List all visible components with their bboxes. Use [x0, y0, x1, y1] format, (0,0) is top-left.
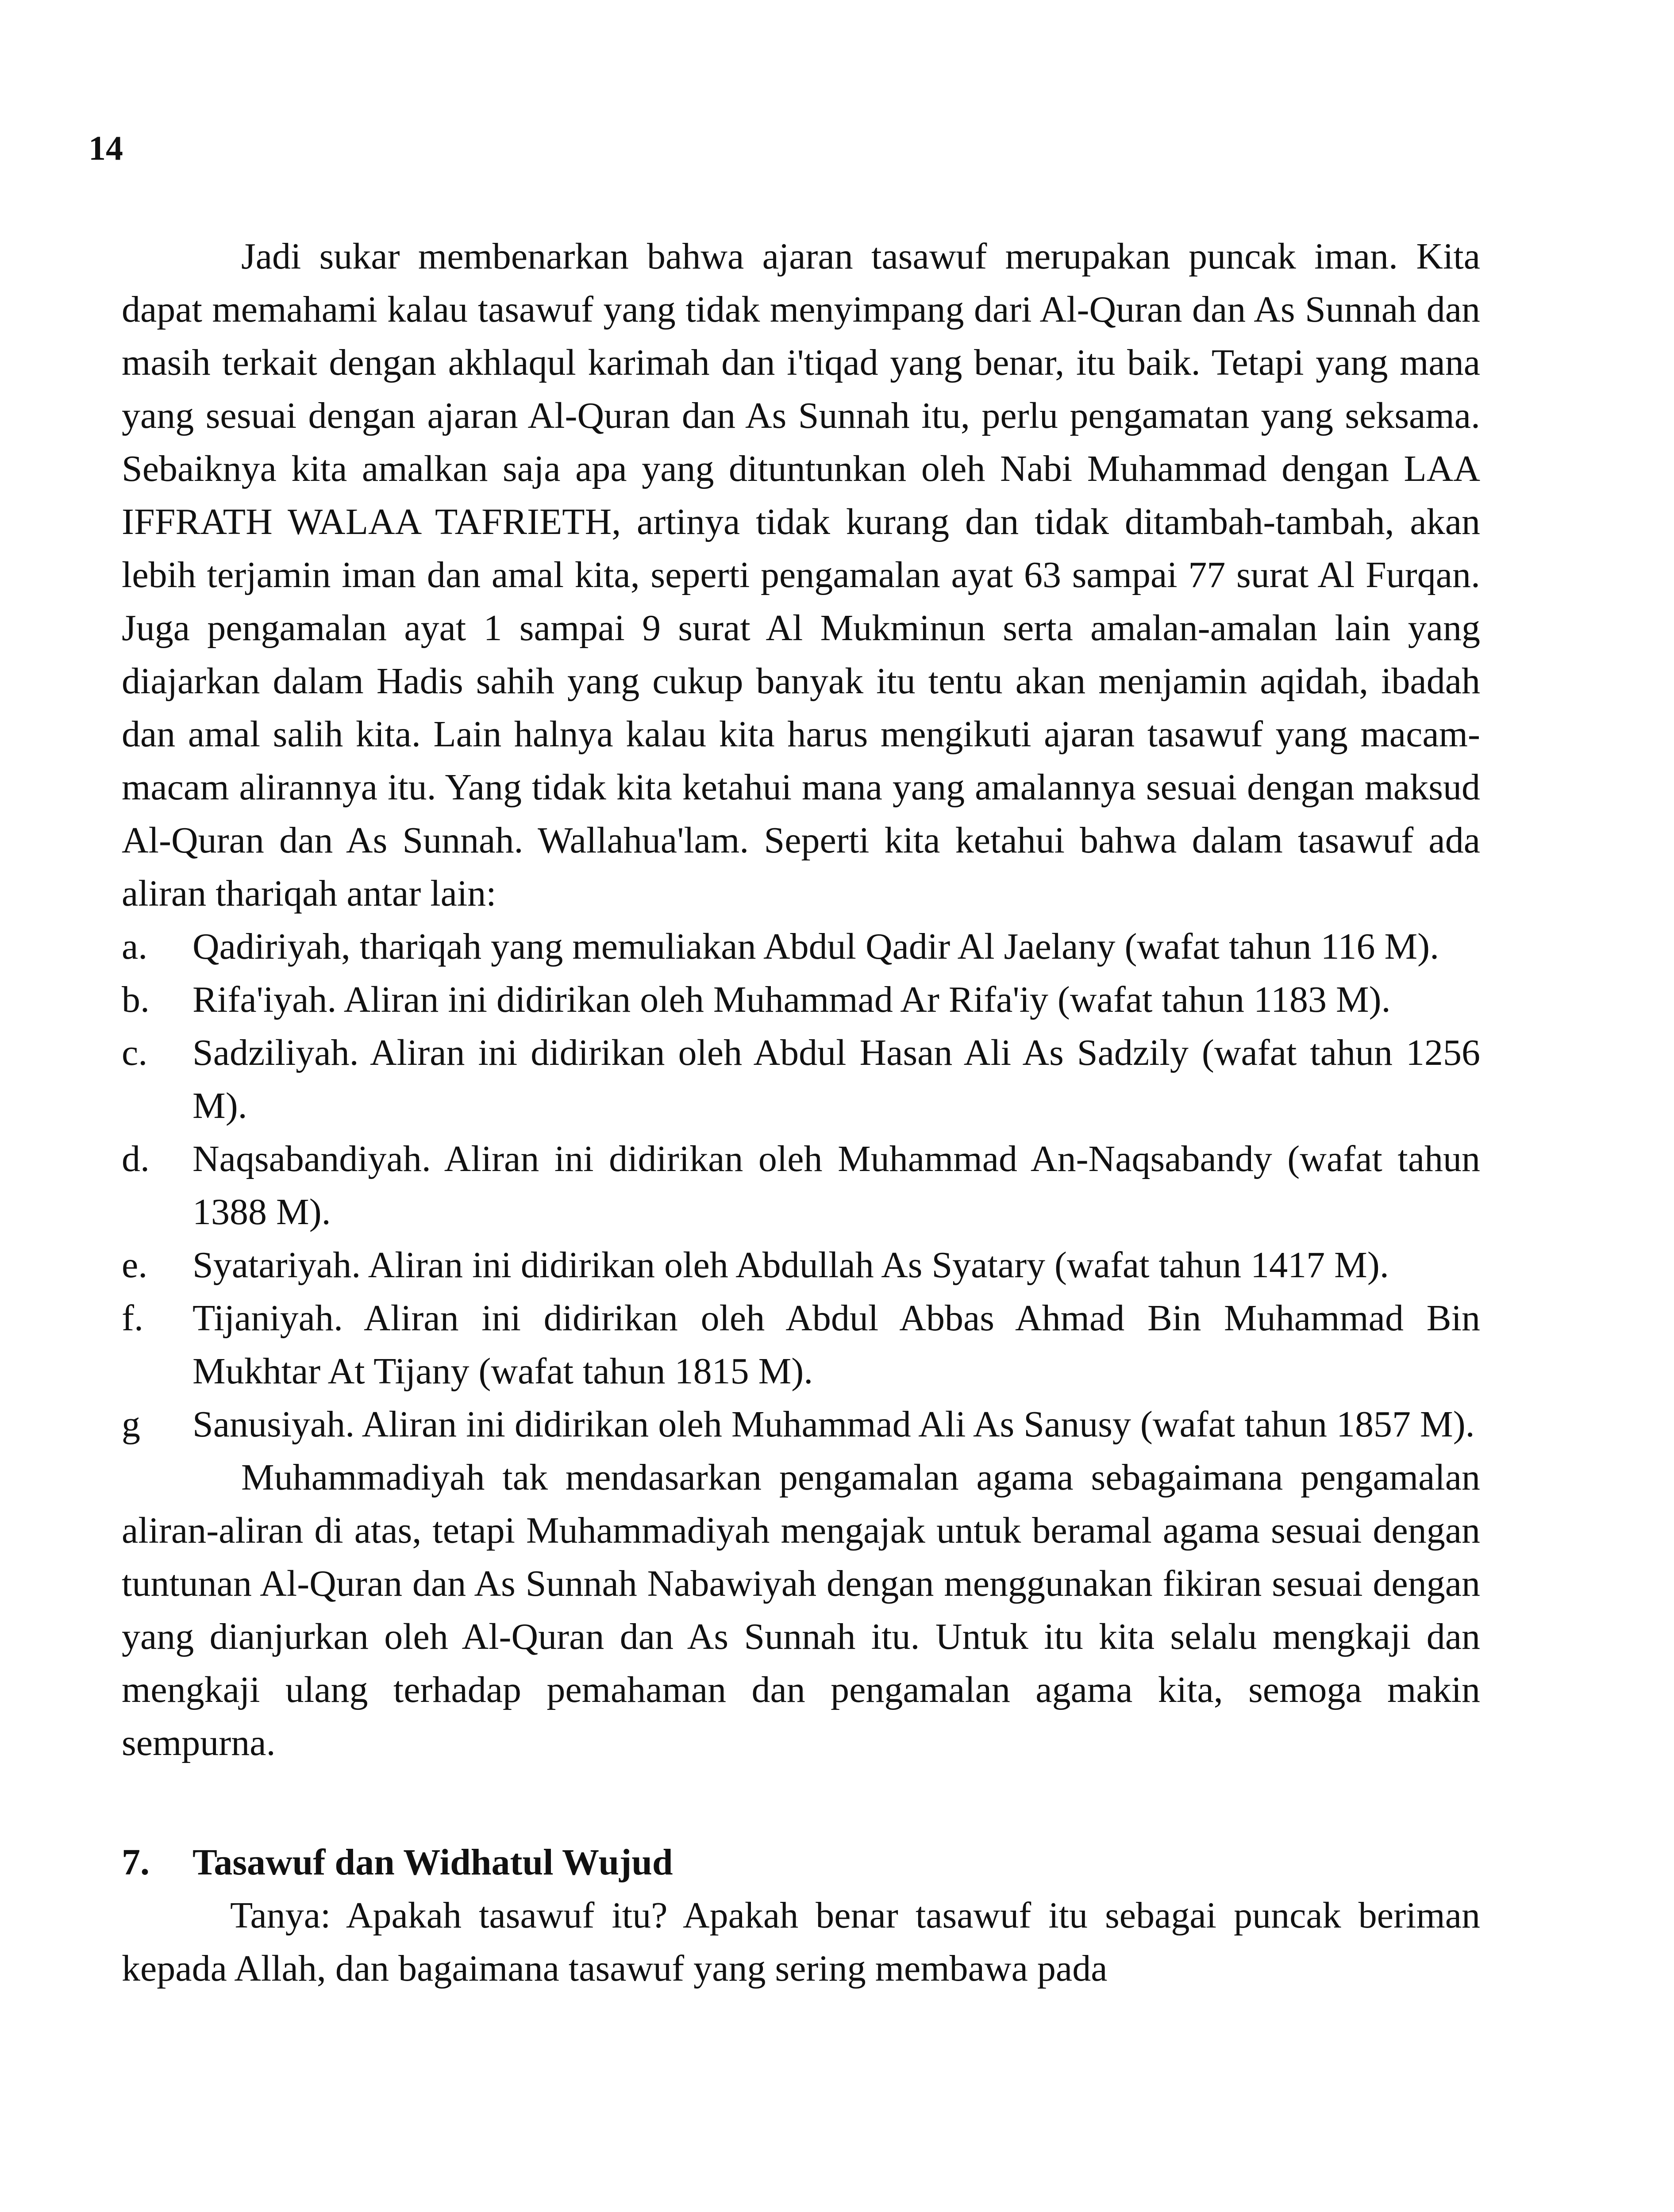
- list-item-text: Rifa'iyah. Aliran ini didirikan oleh Muhammad Ar Rifa'iy (wafat tahun 1183 M).: [192, 979, 1391, 1020]
- list-item-text: Sanusiyah. Aliran ini didirikan oleh Muhammad Ali As Sanusy (wafat tahun 1857 M).: [192, 1404, 1475, 1445]
- paragraph-intro: Jadi sukar membenarkan bahwa ajaran tasawuf merupakan puncak iman. Kita dapat memahami kalau tasawuf yang tidak menyimpang dari Al-Quran dan As Sunnah dan masih terkait dengan akhlaqul karimah dan i'tiqad yang benar, itu baik. Tetapi yang mana yang sesuai dengan ajaran Al-Quran dan As Sunnah itu, perlu pengamatan yang seksama. Sebaiknya kita amalkan saja apa yang dituntunkan oleh Nabi Muhammad dengan LAA IFFRATH WALAA TAFRIETH, artinya tidak kurang dan tidak ditambah-tambah, akan lebih terjamin iman dan amal kita, seperti pengamalan ayat 63 sampai 77 surat Al Furqan. Juga pengamalan ayat 1 sampai 9 surat Al Mukminun serta amalan-amalan lain yang diajarkan dalam Hadis sahih yang cukup banyak itu tentu akan menjamin aqidah, ibadah dan amal salih kita. Lain halnya kalau kita harus mengikuti ajaran tasawuf yang macam-macam alirannya itu. Yang tidak kita ketahui mana yang amalannya sesuai dengan maksud Al-Quran dan As Sunnah. Wallahua'lam. Seperti kita ketahui bahwa dalam tasawuf ada aliran thariqah antar lain:: [122, 236, 1480, 914]
- list-item: [122, 1026, 1480, 1133]
- list-marker: f.: [122, 1298, 143, 1339]
- list-item-text: Sadziliyah. Aliran ini didirikan oleh Abdul Hasan Ali As Sadzily (wafat tahun 1256 M).: [192, 1032, 1480, 1126]
- list-marker: b.: [122, 979, 150, 1020]
- list-item: [122, 920, 1480, 973]
- list-item: [122, 1292, 1480, 1398]
- list-item-text: Naqsabandiyah. Aliran ini didirikan oleh Muhammad An-Naqsabandy (wafat tahun 1388 M).: [192, 1138, 1480, 1233]
- paragraph-question: Tanya: Apakah tasawuf itu? Apakah benar tasawuf itu sebagai puncak beriman kepada Allah, dan bagaimana tasawuf yang sering membawa pada: [122, 1895, 1480, 1989]
- list-item: [122, 1239, 1480, 1292]
- section-number: 7.: [122, 1842, 150, 1883]
- paragraph-muhammadiyah: Muhammadiyah tak mendasarkan pengamalan agama sebagaimana pengamalan aliran-aliran di atas, tetapi Muhammadiyah mengajak untuk beramal agama sesuai dengan tuntunan Al-Quran dan As Sunnah Nabawiyah dengan menggunakan fikiran sesuai dengan yang dianjurkan oleh Al-Quran dan As Sunnah itu. Untuk itu kita selalu mengkaji dan mengkaji ulang terhadap pemahaman dan pengamalan agama kita, semoga makin sempurna.: [122, 1457, 1480, 1763]
- list-marker: a.: [122, 926, 148, 967]
- list-item: [122, 973, 1480, 1026]
- page-content: [122, 230, 1480, 1995]
- thariqah-list: [122, 920, 1480, 1451]
- list-marker: c.: [122, 1032, 148, 1073]
- list-marker: g: [122, 1404, 140, 1445]
- list-marker: e.: [122, 1244, 148, 1286]
- section-title: Tasawuf dan Widhatul Wujud: [192, 1842, 673, 1883]
- list-item-text: Syatariyah. Aliran ini didirikan oleh Abdullah As Syatary (wafat tahun 1417 M).: [192, 1244, 1389, 1286]
- list-marker: d.: [122, 1138, 150, 1179]
- list-item-text: Tijaniyah. Aliran ini didirikan oleh Abdul Abbas Ahmad Bin Muhammad Bin Mukhtar At Tijany (wafat tahun 1815 M).: [192, 1298, 1480, 1392]
- section-heading: [122, 1836, 1480, 1889]
- list-item: [122, 1398, 1480, 1451]
- list-item: [122, 1133, 1480, 1239]
- list-item-text: Qadiriyah, thariqah yang memuliakan Abdul Qadir Al Jaelany (wafat tahun 116 M).: [192, 926, 1439, 967]
- page-number: 14: [89, 129, 123, 167]
